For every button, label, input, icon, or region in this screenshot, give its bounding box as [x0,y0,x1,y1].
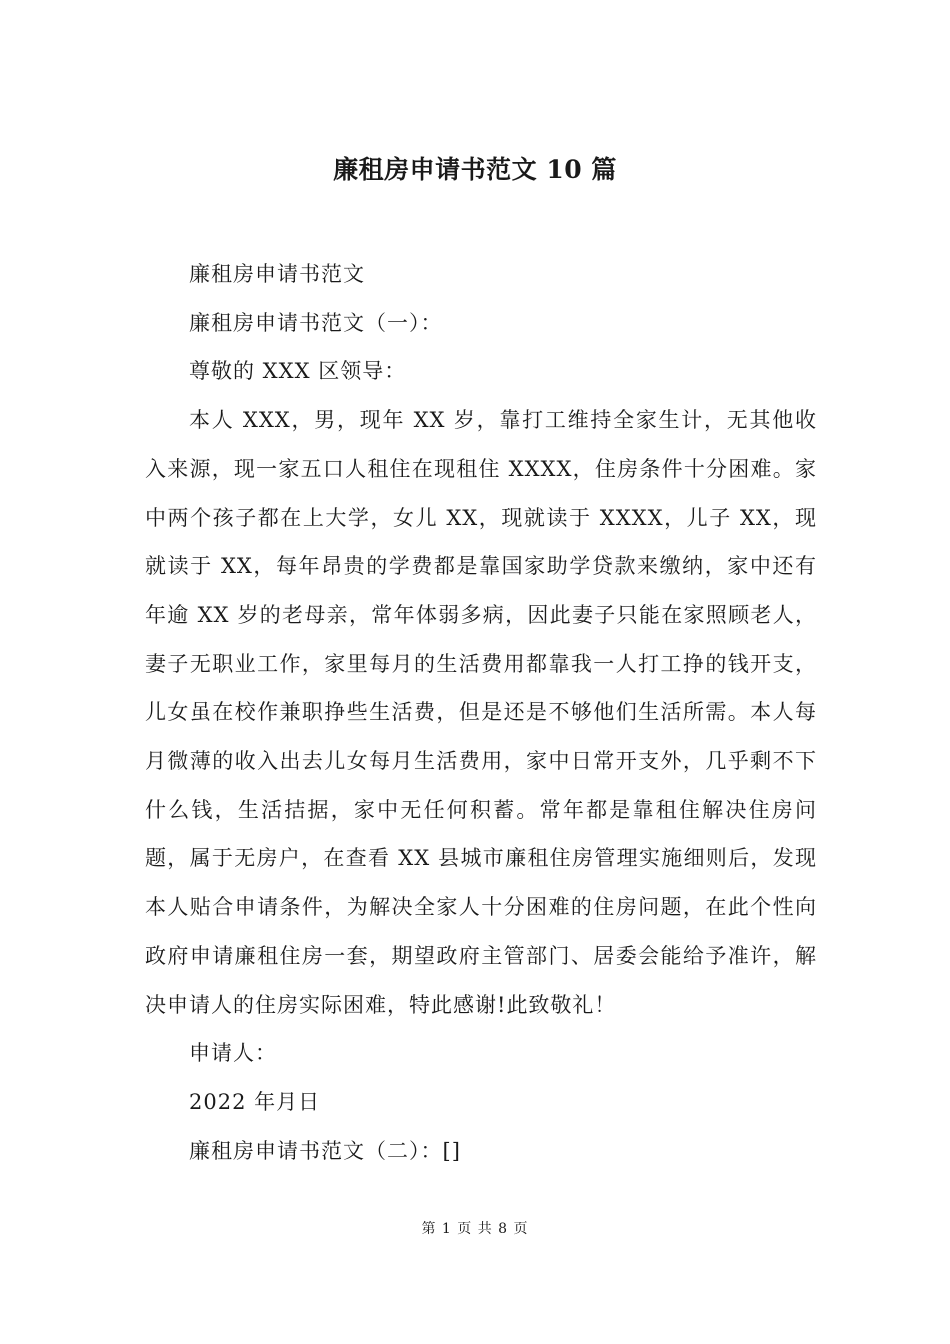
body-paragraph: 本人 XXX，男，现年 XX 岁，靠打工维持全家生计，无其他收入来源，现一家五口人租住在现租住 XXXX，住房条件十分困难。家中两个孩子都在上大学，女儿 XX，现就读于 XXXX，儿子 XX，现就读于 XX，每年昂贵的学费都是靠国家助学贷款来缴纳，家中还有年逾 XX 岁的老母亲，常年体弱多病，因此妻子只能在家照顾老人，妻子无职业工作，家里每月的生活费用都靠我一人打工挣的钱开支，儿女虽在校作兼职挣些生活费，但是还是不够他们生活所需。本人每月微薄的收入出去儿女每月生活费用，家中日常开支外，几乎剩不下什么钱，生活拮据，家中无任何积蓄。常年都是靠租住解决住房问题，属于无房户，在查看 XX 县城市廉租住房管理实施细则后，发现本人贴合申请条件，为解决全家人十分困难的住房问题，在此个性向政府申请廉租住房一套，期望政府主管部门、居委会能给予准许，解决申请人的住房实际困难，特此感谢!此致敬礼！ [145,408,817,1017]
section-heading: 廉租房申请书范文 [189,262,365,286]
date-line: 2022 年月日 [189,1089,321,1114]
document-title: 廉租房申请书范文 10 篇 [333,155,617,184]
page-footer: 第 1 页 共 8 页 [421,1221,529,1237]
sample-heading-2: 廉租房申请书范文（二）：[] [189,1138,461,1163]
document-body [145,250,817,1175]
applicant-line: 申请人： [189,1041,277,1066]
sample-heading: 廉租房申请书范文（一）： [189,310,443,335]
salutation: 尊敬的 XXX 区领导： [189,359,407,384]
